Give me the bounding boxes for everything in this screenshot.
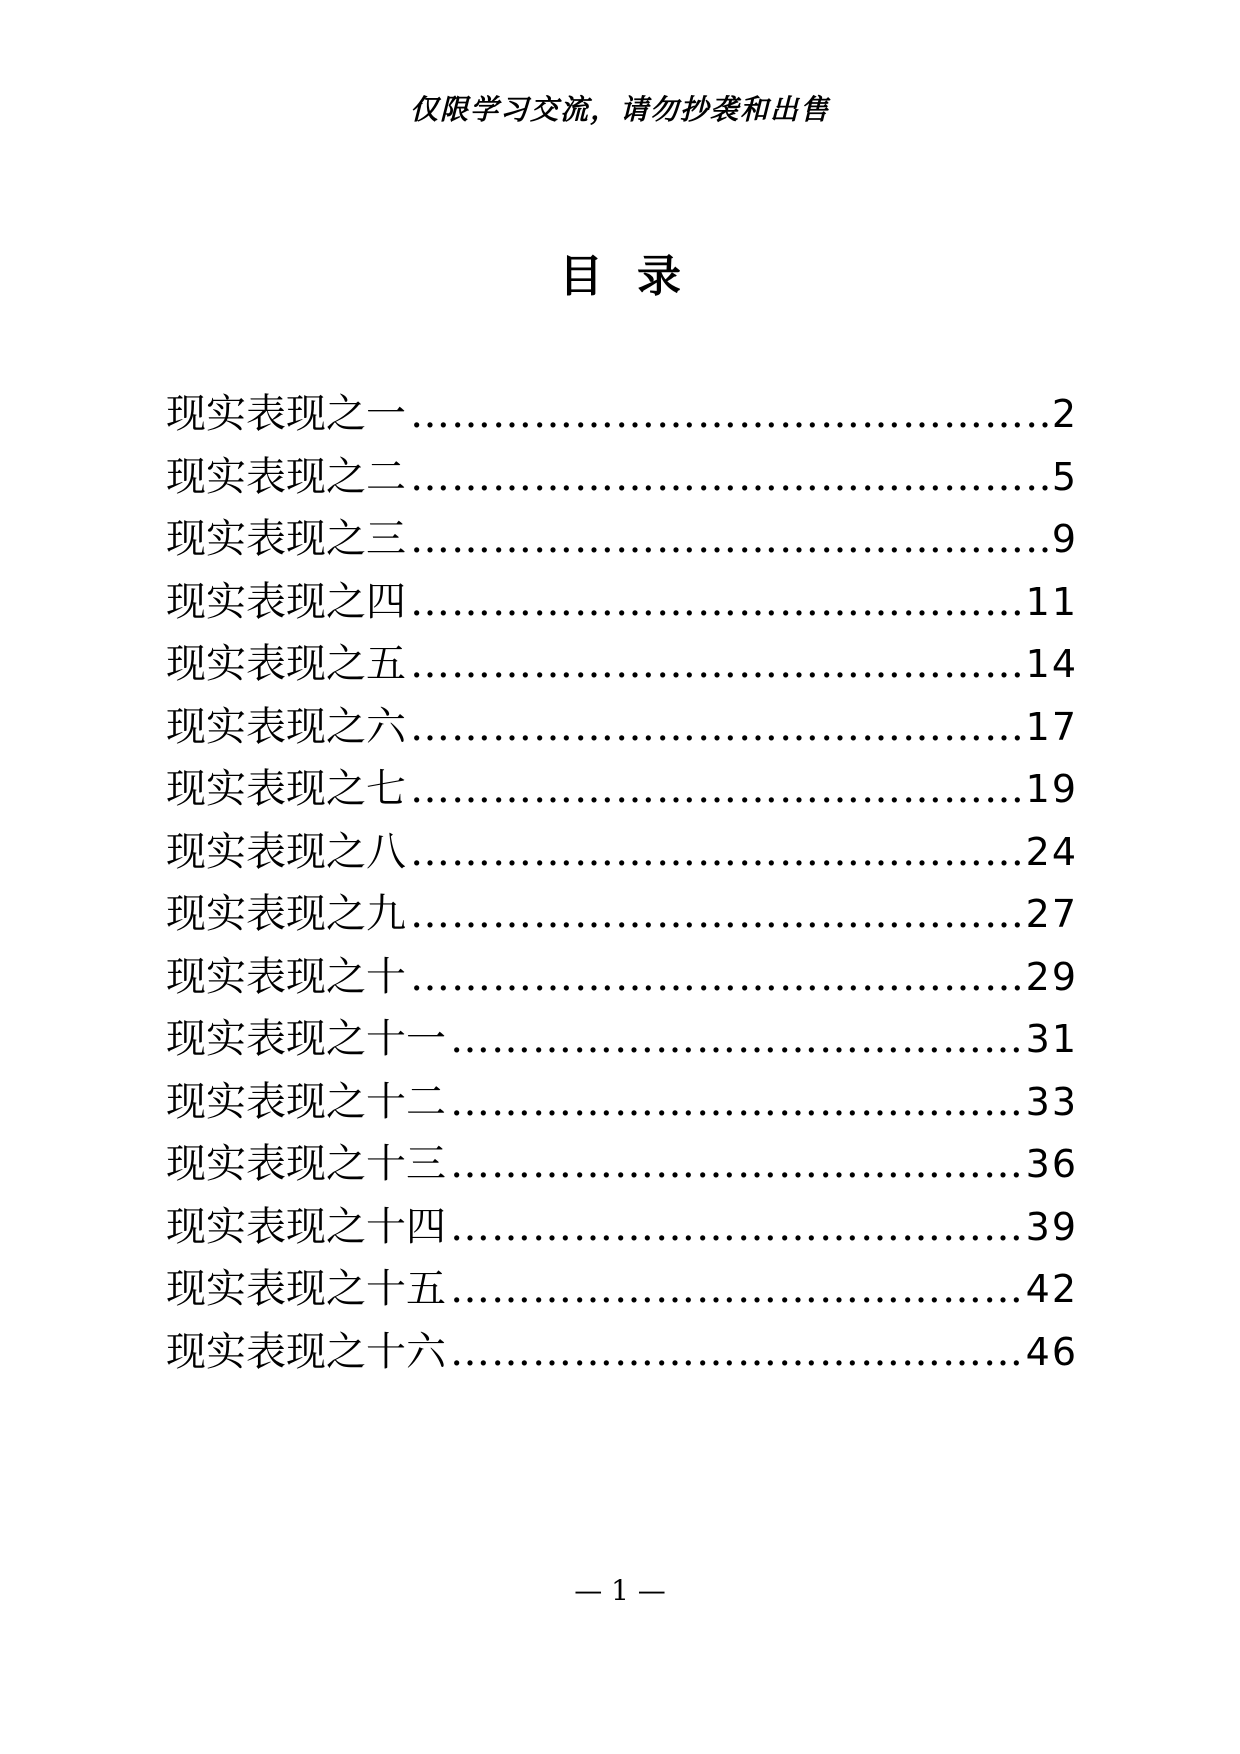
toc-entry[interactable] — [166, 1321, 1078, 1384]
toc-page-number: 42 — [1025, 1267, 1078, 1311]
toc-title: 目录 — [559, 251, 715, 302]
toc-dot-leader — [410, 696, 1022, 759]
toc-entry[interactable] — [166, 633, 1078, 696]
toc-page-number: 27 — [1025, 892, 1078, 936]
toc-entry-label: 现实表现之二 — [166, 453, 406, 500]
page-number-footer: — 1 — — [574, 1574, 666, 1607]
toc-entry-label: 现实表现之十五 — [166, 1266, 446, 1312]
toc-entry[interactable] — [166, 758, 1078, 821]
toc-entry-label: 现实表现之十六 — [166, 1328, 446, 1375]
toc-entry[interactable] — [166, 1071, 1078, 1134]
toc-entry-label: 现实表现之十四 — [166, 1203, 446, 1250]
toc-page-number: 14 — [1025, 642, 1078, 686]
toc-entry-label: 现实表现之七 — [166, 766, 406, 812]
toc-dot-leader — [450, 1008, 1022, 1071]
toc-entry[interactable] — [166, 383, 1078, 446]
toc-entry-label: 现实表现之四 — [166, 578, 406, 625]
toc-entry-label: 现实表现之十一 — [166, 1016, 446, 1062]
toc-entry-label: 现实表现之八 — [166, 828, 406, 875]
toc-entry-label: 现实表现之十三 — [166, 1141, 446, 1187]
toc-dot-leader — [450, 1258, 1022, 1321]
toc-entry-label: 现实表现之九 — [166, 891, 406, 937]
toc-page-number: 9 — [1051, 517, 1078, 561]
toc-entry-label: 现实表现之十二 — [166, 1078, 446, 1125]
toc-page-number: 29 — [1025, 954, 1078, 999]
toc-entry[interactable] — [166, 1133, 1078, 1196]
toc-page-number: 19 — [1025, 767, 1078, 811]
toc-entry[interactable] — [166, 946, 1078, 1009]
toc-entry-label: 现实表现之五 — [166, 641, 406, 687]
table-of-contents — [166, 383, 1078, 1383]
toc-dot-leader — [410, 571, 1022, 634]
toc-dot-leader — [410, 946, 1022, 1009]
toc-page-number: 11 — [1025, 579, 1078, 624]
toc-page-number: 5 — [1051, 454, 1078, 499]
toc-dot-leader — [450, 1196, 1022, 1259]
toc-entry[interactable] — [166, 883, 1078, 946]
toc-entry[interactable] — [166, 1008, 1078, 1071]
toc-entry[interactable] — [166, 1196, 1078, 1259]
toc-entry-label: 现实表现之一 — [166, 391, 406, 437]
toc-entry-label: 现实表现之六 — [166, 703, 406, 750]
toc-dot-leader — [410, 383, 1048, 446]
toc-page-number: 36 — [1025, 1142, 1078, 1186]
toc-page-number: 2 — [1051, 392, 1078, 436]
toc-dot-leader — [410, 758, 1022, 821]
toc-entry[interactable] — [166, 1258, 1078, 1321]
toc-page-number: 46 — [1025, 1329, 1078, 1374]
toc-entry[interactable] — [166, 446, 1078, 509]
toc-dot-leader — [450, 1321, 1022, 1384]
toc-dot-leader — [410, 508, 1048, 571]
header-notice: 仅限学习交流，请勿抄袭和出售 — [409, 93, 830, 126]
toc-entry-label: 现实表现之十 — [166, 953, 406, 1000]
toc-page-number: 33 — [1025, 1079, 1078, 1124]
toc-dot-leader — [410, 883, 1022, 946]
toc-dot-leader — [410, 821, 1022, 884]
toc-entry[interactable] — [166, 571, 1078, 634]
toc-page-number: 17 — [1025, 704, 1078, 749]
toc-entry[interactable] — [166, 508, 1078, 571]
toc-page-number: 24 — [1025, 829, 1078, 874]
toc-dot-leader — [450, 1133, 1022, 1196]
toc-entry[interactable] — [166, 696, 1078, 759]
toc-entry[interactable] — [166, 821, 1078, 884]
toc-dot-leader — [410, 446, 1048, 509]
toc-dot-leader — [410, 633, 1022, 696]
toc-page-number: 31 — [1025, 1017, 1078, 1061]
toc-entry-label: 现实表现之三 — [166, 516, 406, 562]
toc-page-number: 39 — [1025, 1204, 1078, 1249]
toc-dot-leader — [450, 1071, 1022, 1134]
